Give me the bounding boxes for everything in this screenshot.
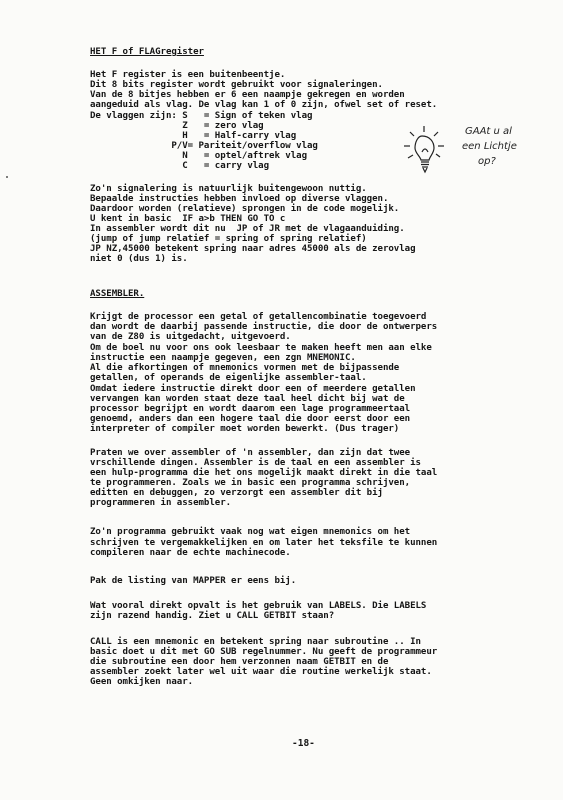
flag-line: P/V= Pariteit/overflow vlag	[90, 141, 318, 151]
text-line: Daardoor worden (relatieve) sprongen in de code mogelijk.	[90, 204, 400, 214]
text-line: compileren naar de echte machinecode.	[90, 548, 291, 558]
text-line: een hulp-programma die het ons mogelijk maakt direkt in die taal	[90, 468, 438, 478]
text-line: Zo'n signalering is natuurlijk buitengewoon nuttig.	[90, 184, 367, 194]
flag-line: De vlaggen zijn: S = Sign of teken vlag	[90, 111, 313, 121]
text-line: U kent in basic IF a>b THEN GO TO c	[90, 214, 286, 224]
text-line: JP NZ,45000 betekent spring naar adres 45000 als de zerovlag	[90, 244, 416, 254]
text-line: programmeren in assembler.	[90, 498, 232, 508]
text-line: instructie een naampje gegeven, een zgn MNEMONIC.	[90, 353, 356, 363]
text-line: basic doet u dit met GO SUB regelnummer. Nu geeft de programmeur	[90, 647, 438, 657]
text-line: processor begrijpt en wordt daarom een lage programmeertaal	[90, 404, 411, 414]
lightbulb-icon	[400, 122, 458, 180]
text-line: Het F register is een buitenbeentje.	[90, 70, 286, 80]
text-line: aangeduid als vlag. De vlag kan 1 of 0 zijn, ofwel set of reset.	[90, 100, 438, 110]
text-line: Pak de listing van MAPPER er eens bij.	[90, 576, 297, 586]
text-line: zijn razend handig. Ziet u CALL GETBIT staan?	[90, 611, 335, 621]
handwritten-note-line: een Lichtje	[462, 141, 517, 152]
text-line: genoemd, anders dan een hogere taal die door eerst door een	[90, 414, 411, 424]
text-line: Praten we over assembler of 'n assembler, dan zijn dat twee	[90, 448, 411, 458]
heading-assembler: ASSEMBLER.	[90, 289, 145, 299]
text-line: In assembler wordt dit nu JP of JR met de vlagaanduiding.	[90, 224, 405, 234]
text-line: Zo'n programma gebruikt vaak nog wat eigen mnemonics om het	[90, 527, 411, 537]
page-number: -18-	[292, 738, 315, 749]
text-line: niet 0 (dus 1) is.	[90, 254, 188, 264]
flag-line: N = optel/aftrek vlag	[90, 151, 307, 161]
text-line: Dit 8 bits register wordt gebruikt voor signaleringen.	[90, 80, 383, 90]
handwritten-note-line: op?	[478, 156, 496, 167]
text-line: te programmeren. Zoals we in basic een programma schrijven,	[90, 478, 411, 488]
text-line: schrijven te vergemakkelijken en om later het teksfile te kunnen	[90, 538, 438, 548]
heading-flag-register: HET F of FLAGregister	[90, 47, 204, 57]
text-line: Bepaalde instructies hebben invloed op diverse vlaggen.	[90, 194, 389, 204]
text-line: die subroutine een door hem verzonnen naam GETBIT en de	[90, 657, 389, 667]
flag-line: H = Half-carry vlag	[90, 131, 297, 141]
flag-line: C = carry vlag	[90, 161, 270, 171]
text-line: Van de 8 bitjes hebben er 6 een naampje gekregen en worden	[90, 90, 405, 100]
text-line: (jump of jump relatief = spring of spring relatief)	[90, 234, 367, 244]
text-line: vervangen kan worden staat deze taal heel dicht bij wat de	[90, 394, 405, 404]
handwritten-note-line: GAAt u al	[465, 126, 512, 137]
text-line: Wat vooral direkt opvalt is het gebruik van LABELS. Die LABELS	[90, 601, 427, 611]
text-line: Geen omkijken naar.	[90, 677, 194, 687]
text-line: vrschillende dingen. Assembler is de taal en een assembler is	[90, 458, 421, 468]
text-line: getallen, of operands de eigenlijke assembler-taal.	[90, 373, 367, 383]
scan-speck	[6, 176, 8, 178]
text-line: dan wordt de daarbij passende instructie, die door de ontwerpers	[90, 322, 438, 332]
text-line: editten en debuggen, zo verzorgt een assembler dit bij	[90, 488, 383, 498]
text-line: Al die afkortingen of mnemonics vormen met de bijpassende	[90, 363, 400, 373]
text-line: assembler zoekt later wel uit waar die routine werkelijk staat.	[90, 667, 432, 677]
text-line: Om de boel nu voor ons ook leesbaar te maken heeft men aan elke	[90, 343, 432, 353]
flag-line: Z = zero vlag	[90, 121, 264, 131]
text-line: interpreter of compiler moet worden bewerkt. (Dus trager)	[90, 424, 400, 434]
text-line: CALL is een mnemonic en betekent spring naar subroutine .. In	[90, 637, 421, 647]
text-line: Omdat iedere instructie direkt door een of meerdere getallen	[90, 384, 416, 394]
text-line: van de Z80 is uitgedacht, uitgevoerd.	[90, 332, 291, 342]
text-line: Krijgt de processor een getal of getallencombinatie toegevoerd	[90, 312, 427, 322]
